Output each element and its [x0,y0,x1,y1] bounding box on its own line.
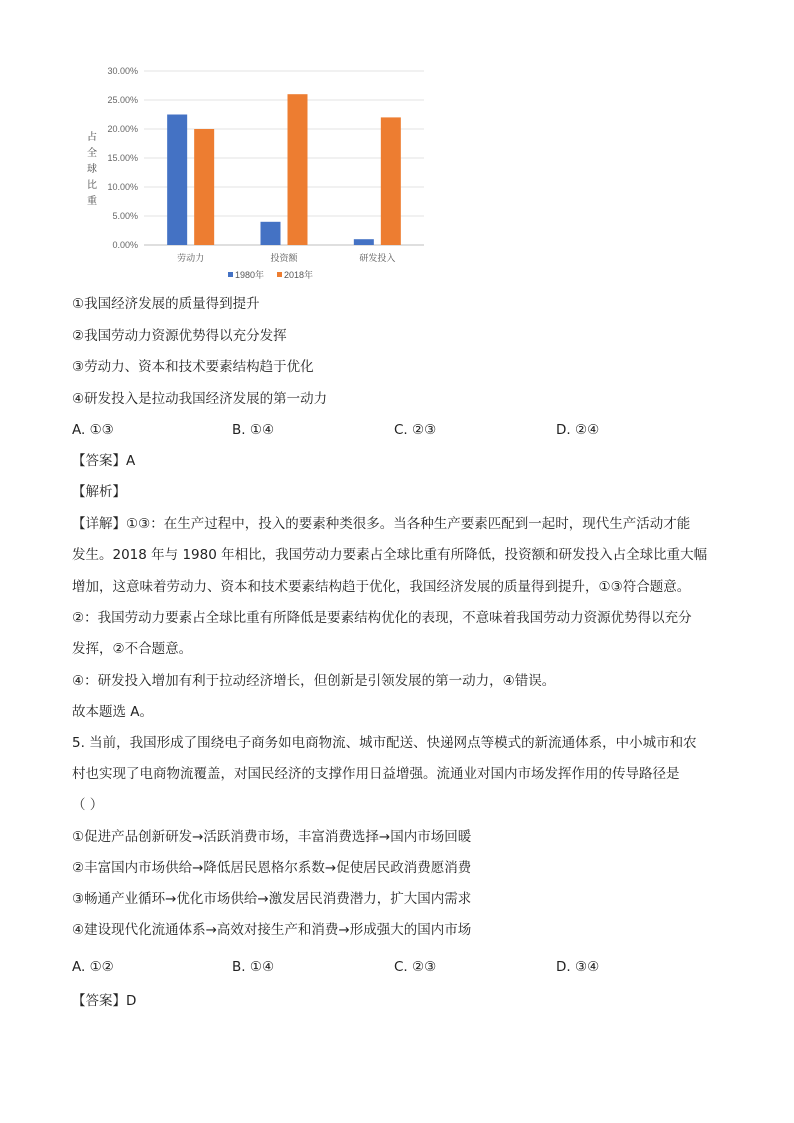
y-tick-label: 10.00% [107,182,138,192]
detail-line-7: 故本题选 A。 [72,704,154,720]
y-tick-label: 15.00% [107,153,138,163]
q5-item-1: ①促进产品创新研发→活跃消费市场，丰富消费选择→国内市场回暖 [72,829,472,845]
bar-2018-0 [194,129,214,245]
y-tick-label: 30.00% [107,66,138,76]
bar-2018-1 [288,94,308,245]
q5-answer-line [72,991,136,1011]
x-tick-label: 投资额 [270,254,298,264]
q5-item-4: ④建设现代化流通体系→高效对接生产和消费→形成强大的国内市场 [72,922,472,938]
y-tick-label: 20.00% [107,124,138,134]
bar-1980-0 [167,115,187,246]
legend-swatch [228,272,233,277]
q4-answer-line [72,451,135,471]
y-tick-label: 5.00% [112,211,138,221]
q4-option-c: C. ②③ [394,422,437,438]
detail-line-2: 发生。2018 年与 1980 年相比，我国劳动力要素占全球比重有所降低，投资额和研发投入占全球比重大幅 [72,547,708,563]
y-tick-label: 25.00% [107,95,138,105]
answer-value: A [126,453,136,469]
detail-line-6: ④：研发投入增加有利于拉动经济增长，但创新是引领发展的第一动力，④错误。 [72,673,556,689]
q5-stem-line-2: 村也实现了电商物流覆盖，对国民经济的支撑作用日益增强。流通业对国内市场发挥作用的传导路径是 [72,766,680,782]
q4-option-a: A. ①③ [72,422,114,438]
legend-swatch [277,272,282,277]
detail-line-5: 发挥，②不合题意。 [72,641,193,657]
q5-answer-blank: （ ） [72,797,104,813]
q5-option-a: A. ①② [72,959,114,975]
legend-label: 1980年 [235,270,265,280]
x-tick-label: 劳动力 [177,254,205,264]
detail-line-3: 增加，这意味着劳动力、资本和技术要素结构趋于优化，我国经济发展的质量得到提升，①③符合题意。 [72,579,691,595]
x-tick-label: 研发投入 [359,254,396,264]
q4-item-3: ③劳动力、资本和技术要素结构趋于优化 [72,359,314,375]
y-tick-label: 0.00% [112,240,138,250]
legend-label: 2018年 [284,270,314,280]
answer-label: 【答案】 [72,993,126,1009]
detail-line-1: 【详解】①③：在生产过程中，投入的要素种类很多。当各种生产要素匹配到一起时，现代生产活动才能 [72,516,691,532]
answer-value: D [126,993,137,1009]
bar-1980-2 [354,239,374,245]
detail-line-4: ②：我国劳动力要素占全球比重有所降低是要素结构优化的表现，不意味着我国劳动力资源优势得以充分 [72,610,692,626]
y-axis-label-char: 全 [87,148,97,159]
y-axis-label-char: 重 [87,196,97,207]
q4-item-1: ①我国经济发展的质量得到提升 [72,296,260,312]
chart-svg [76,56,436,291]
q5-option-c: C. ②③ [394,959,437,975]
answer-label: 【答案】 [72,453,126,469]
q5-option-d: D. ③④ [556,959,600,975]
analysis-label: 【解析】 [72,484,126,500]
y-axis-label-char: 占 [87,132,97,143]
bar-2018-2 [381,117,401,245]
q5-option-b: B. ①④ [232,959,275,975]
q4-item-2: ②我国劳动力资源优势得以充分发挥 [72,328,287,344]
q5-stem-line-1: 5. 当前，我国形成了围绕电子商务如电商物流、城市配送、快递网点等模式的新流通体系，中小城市和农 [72,735,697,751]
q5-item-2: ②丰富国内市场供给→降低居民恩格尔系数→促使居民政消费愿消费 [72,860,472,876]
q5-item-3: ③畅通产业循环→优化市场供给→激发居民消费潜力，扩大国内需求 [72,891,472,907]
q4-item-4: ④研发投入是拉动我国经济发展的第一动力 [72,391,328,407]
bar-1980-1 [261,222,281,245]
q4-option-d: D. ②④ [556,422,600,438]
y-axis-label-char: 球 [87,164,97,175]
bar-chart [76,56,436,291]
y-axis-label-char: 比 [87,180,97,191]
q4-option-b: B. ①④ [232,422,275,438]
